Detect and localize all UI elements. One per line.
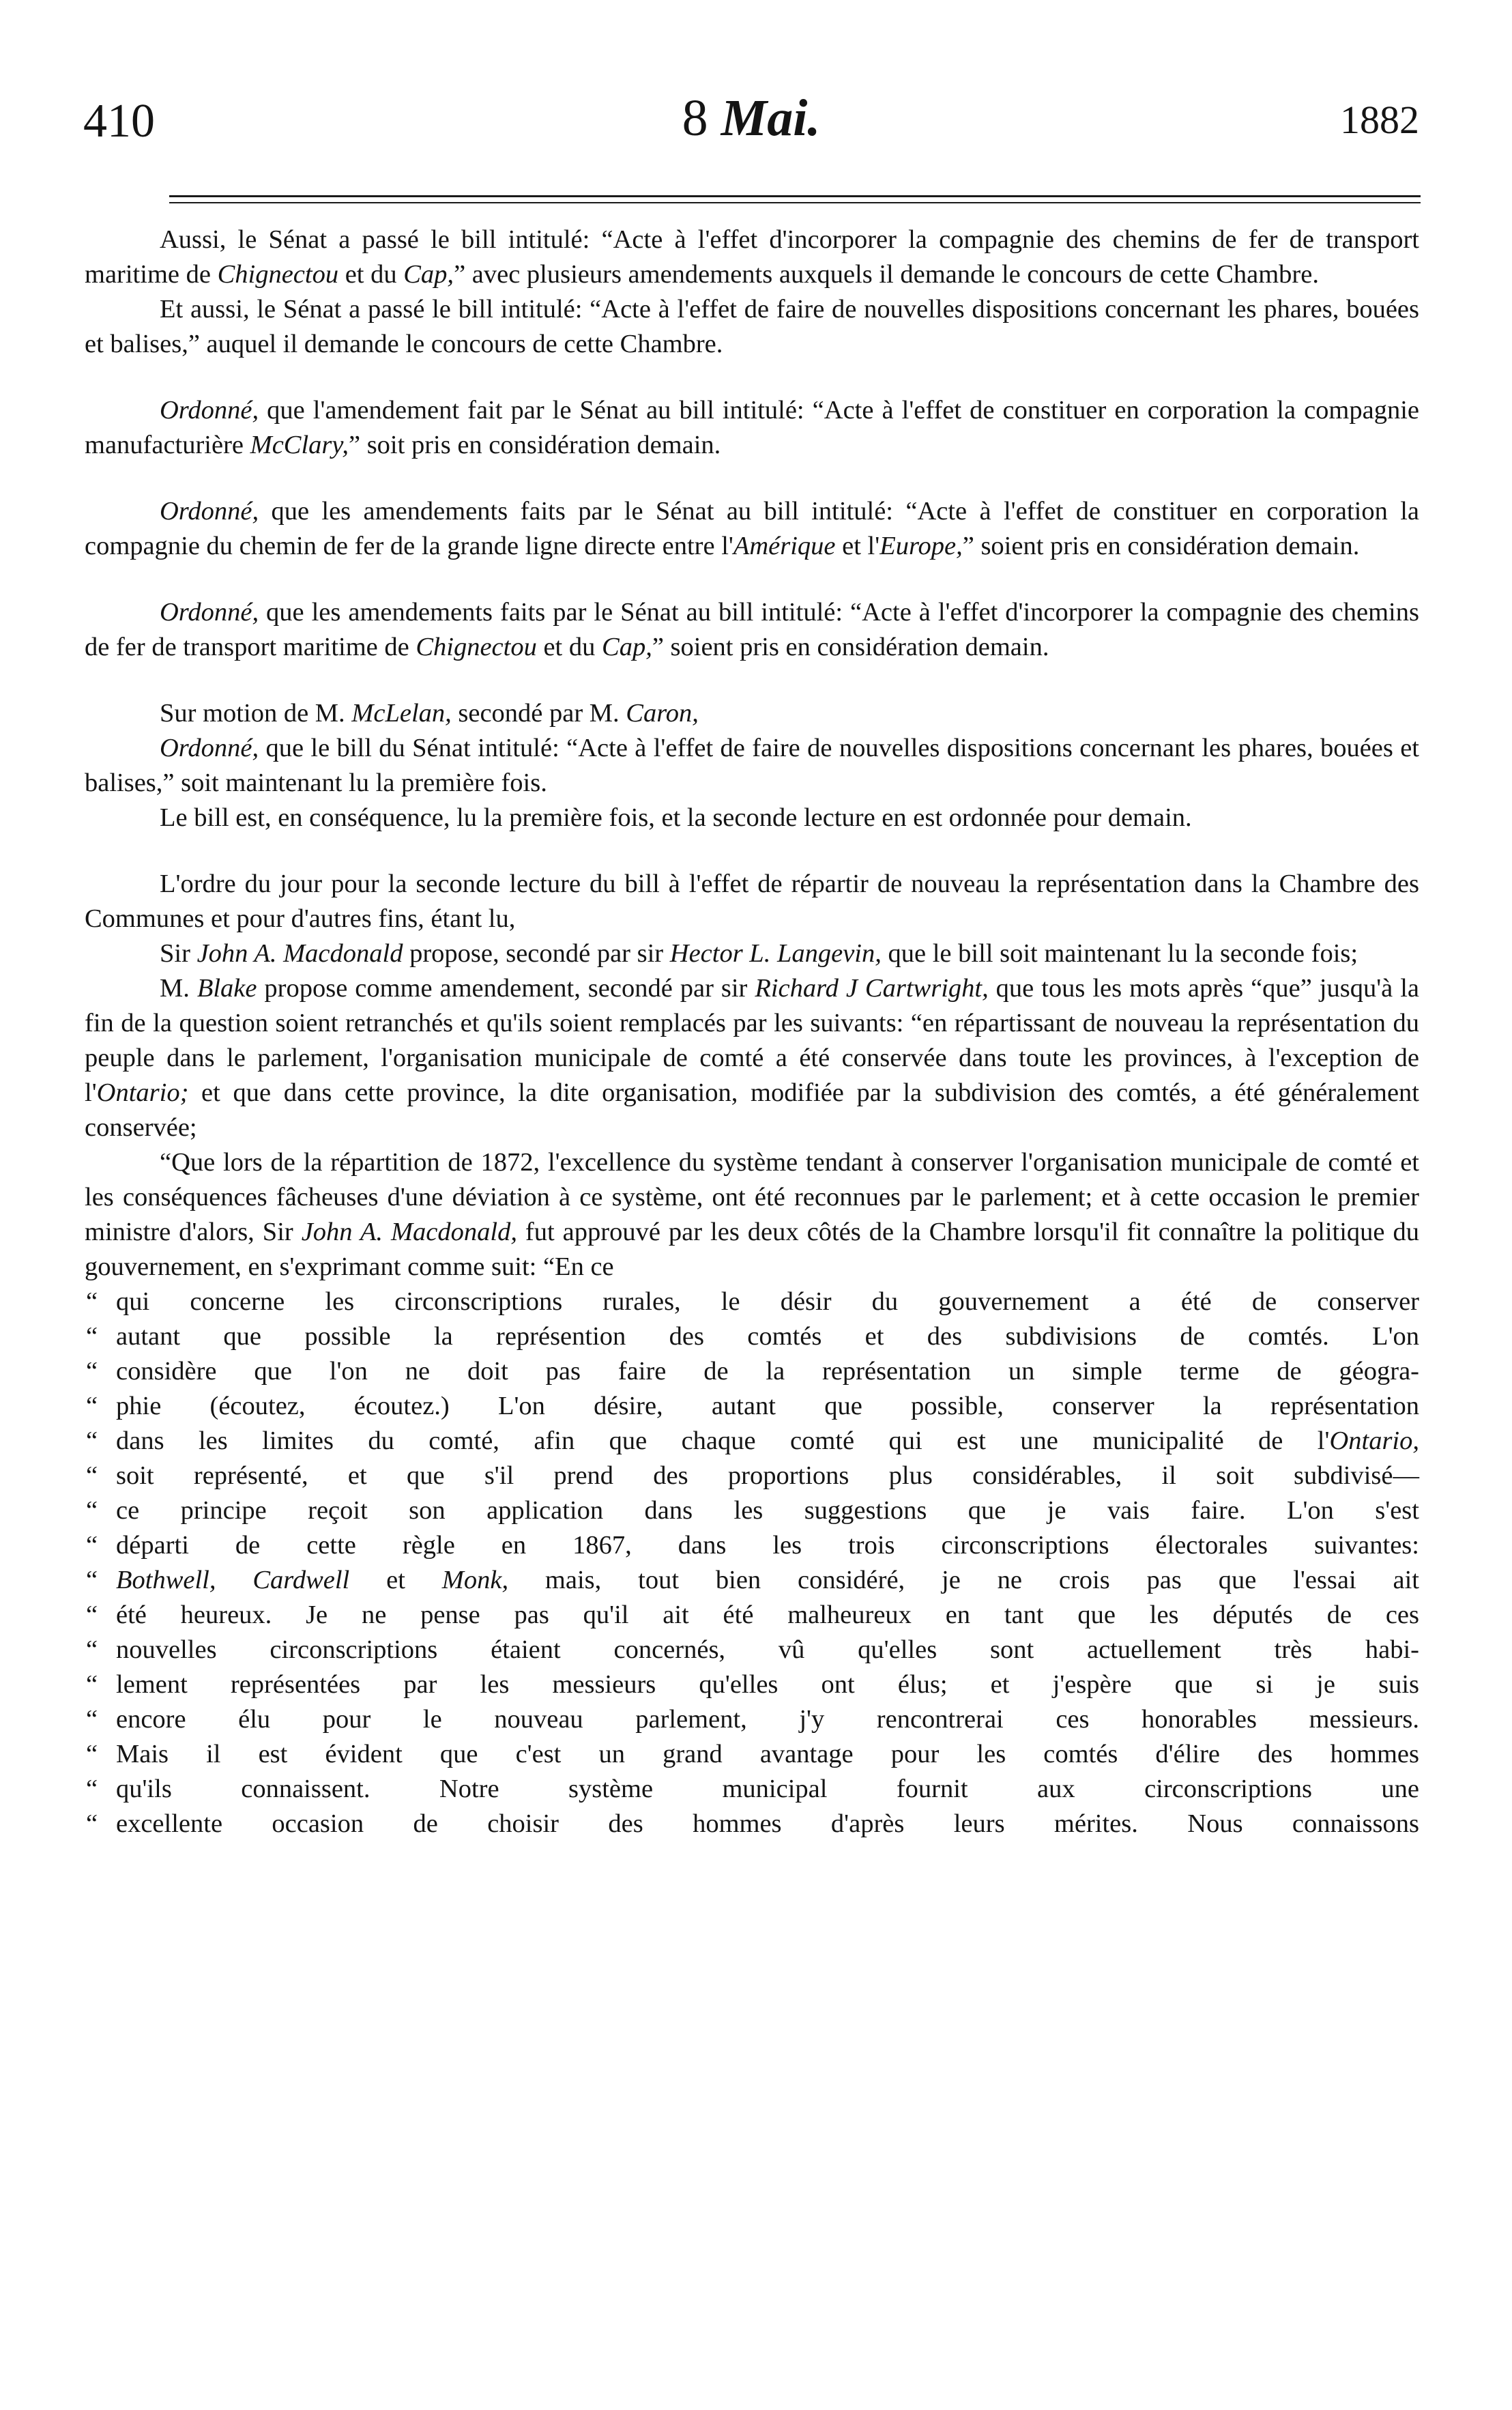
text-run: que le bill du Sénat intitulé: “Acte à l'effet de faire de nouvelles dispositions concernant les phares, bouées et balises,” soit maintenant lu la première fois. bbox=[85, 734, 1419, 797]
text-run: nouvelles circonscriptions étaient concernés, vû qu'elles sont actuellement très habi- bbox=[116, 1635, 1419, 1664]
date-day: 8 bbox=[682, 89, 708, 147]
quote-line bbox=[85, 1772, 1419, 1807]
text-run: qu'ils connaissent. Notre système municipal fournit aux circonscriptions une bbox=[116, 1775, 1419, 1803]
quote-line bbox=[85, 1667, 1419, 1702]
quote-line bbox=[85, 1807, 1419, 1841]
quote-mark: “ bbox=[86, 1531, 98, 1560]
quote-line bbox=[85, 1493, 1419, 1528]
quote-line bbox=[85, 1598, 1419, 1633]
paragraph bbox=[85, 801, 1419, 835]
quote-mark: “ bbox=[86, 1670, 98, 1699]
text-run: “Que lors de la répartition de 1872, l'excellence du système tendant à conserver l'organisation municipale de comté et les conséquences fâcheuses d'une déviation à ce système, ont été reconnues par le parlement; et à cette occasion le premier ministre d'alors, Sir bbox=[85, 1148, 1419, 1246]
text-run: encore élu pour le nouveau parlement, j'y rencontrerai ces honorables messieurs. bbox=[116, 1705, 1419, 1734]
quoted-speech bbox=[85, 1285, 1419, 1841]
text-run: été heureux. Je ne pense pas qu'il ait été malheureux en tant que les députés de ces bbox=[116, 1601, 1419, 1629]
text-run: que les amendements faits par le Sénat au bill intitulé: “Acte à l'effet de constituer en corporation la compagnie du chemin de fer de la grande ligne directe entre l' bbox=[85, 497, 1419, 560]
text-run: Europe, bbox=[879, 532, 963, 560]
quote-mark: “ bbox=[86, 1461, 98, 1490]
text-run: Blake bbox=[197, 974, 257, 1003]
paragraph bbox=[85, 292, 1419, 362]
paragraph bbox=[85, 393, 1419, 463]
text-run: M. bbox=[160, 974, 197, 1003]
text-run: mais, tout bien considéré, je ne crois pas que l'essai ait bbox=[508, 1566, 1419, 1594]
paragraph bbox=[85, 696, 1419, 731]
quote-line bbox=[85, 1389, 1419, 1424]
text-run: excellente occasion de choisir des hommes d'après leurs mérites. Nous connaissons bbox=[116, 1809, 1419, 1838]
text-run: McLelan, bbox=[351, 699, 452, 728]
text-run: dans les limites du comté, afin que chaque comté qui est une municipalité de l' bbox=[116, 1426, 1330, 1455]
text-run: Bothwell, Cardwell bbox=[116, 1566, 350, 1594]
text-run: Monk, bbox=[441, 1566, 509, 1594]
quote-mark: “ bbox=[86, 1496, 98, 1525]
text-run: Ontario, bbox=[1329, 1426, 1419, 1455]
quote-line bbox=[85, 1737, 1419, 1772]
header-rule bbox=[169, 195, 1421, 203]
quote-mark: “ bbox=[86, 1740, 98, 1768]
text-run: secondé par M. bbox=[451, 699, 626, 728]
paragraph bbox=[85, 867, 1419, 936]
quote-line bbox=[85, 1702, 1419, 1737]
text-run: Richard J Cartwright, bbox=[755, 974, 989, 1003]
text-run: que le bill soit maintenant lu la seconde fois; bbox=[881, 939, 1358, 968]
quote-mark: “ bbox=[86, 1705, 98, 1734]
text-run: ce principe reçoit son application dans les suggestions que je vais faire. L'on s'est bbox=[116, 1496, 1419, 1525]
text-run: fut approuvé par les deux côtés de la Chambre lorsqu'il fit connaître la politique du gouvernement, en s'exprimant comme suit: “En ce bbox=[85, 1218, 1420, 1281]
text-run: ” soit pris en considération demain. bbox=[348, 431, 721, 459]
text-run: Ordonné, bbox=[160, 598, 259, 627]
text-run: John A. Macdonald bbox=[197, 939, 403, 968]
page-number: 410 bbox=[83, 95, 155, 147]
paragraph bbox=[85, 494, 1419, 564]
quote-line bbox=[85, 1319, 1419, 1354]
quote-mark: “ bbox=[86, 1566, 98, 1594]
text-run: phie (écoutez, écoutez.) L'on désire, autant que possible, conserver la représentation bbox=[116, 1392, 1419, 1420]
quote-mark: “ bbox=[86, 1601, 98, 1629]
text-run: considère que l'on ne doit pas faire de la représentation un simple terme de géogra- bbox=[116, 1357, 1419, 1386]
body-text bbox=[85, 223, 1419, 1841]
text-run: McClary, bbox=[250, 431, 349, 459]
running-head-date bbox=[83, 89, 1419, 148]
text-run: Cap, bbox=[403, 260, 454, 289]
page-header bbox=[83, 89, 1419, 150]
year: 1882 bbox=[1340, 98, 1419, 142]
quote-mark: “ bbox=[86, 1426, 98, 1455]
text-run: propose, secondé par sir bbox=[403, 939, 670, 968]
text-run: départi de cette règle en 1867, dans les trois circonscriptions électorales suivantes: bbox=[116, 1531, 1419, 1560]
text-run: Sir bbox=[160, 939, 197, 968]
quote-mark: “ bbox=[86, 1635, 98, 1664]
text-run: et du bbox=[338, 260, 404, 289]
quote-mark: “ bbox=[86, 1287, 98, 1316]
text-run: John A. Macdonald, bbox=[301, 1218, 517, 1246]
text-run: Et aussi, le Sénat a passé le bill intitulé: “Acte à l'effet de faire de nouvelles dispositions concernant les phares, bouées et balises,” auquel il demande le concours de cette Chambre. bbox=[85, 295, 1419, 358]
quote-mark: “ bbox=[86, 1809, 98, 1838]
text-run: Chignectou bbox=[217, 260, 339, 289]
text-run: soit représenté, et que s'il prend des proportions plus considérables, il soit subdivisé— bbox=[116, 1461, 1419, 1490]
text-run: Aussi, le Sénat a passé le bill intitulé: “Acte à l'effet d'incorporer la compagnie des chemins de fer de transport maritime de bbox=[85, 225, 1419, 289]
quote-mark: “ bbox=[86, 1392, 98, 1420]
quote-line bbox=[85, 1424, 1419, 1459]
quote-mark: “ bbox=[86, 1775, 98, 1803]
text-run: L'ordre du jour pour la seconde lecture du bill à l'effet de répartir de nouveau la représentation dans la Chambre des Communes et pour d'autres fins, étant lu, bbox=[85, 870, 1419, 933]
text-run: Amérique bbox=[733, 532, 836, 560]
date-month: Mai. bbox=[721, 89, 821, 147]
text-run: Ordonné, bbox=[160, 497, 259, 526]
quote-line bbox=[85, 1563, 1419, 1598]
text-run: Cap, bbox=[602, 633, 652, 661]
text-run: que les amendements faits par le Sénat au bill intitulé: “Acte à l'effet d'incorporer la compagnie des chemins de fer de transport maritime de bbox=[85, 598, 1419, 661]
text-run: et que dans cette province, la dite organisation, modifiée par la subdivision des comtés, a été généralement conservée; bbox=[85, 1078, 1419, 1142]
text-run: Mais il est évident que c'est un grand avantage pour les comtés d'élire des hommes bbox=[116, 1740, 1419, 1768]
quote-line bbox=[85, 1354, 1419, 1389]
text-run: autant que possible la représention des comtés et des subdivisions de comtés. L'on bbox=[116, 1322, 1419, 1351]
text-run: ” soient pris en considération demain. bbox=[962, 532, 1360, 560]
paragraph bbox=[85, 1145, 1419, 1285]
text-run: qui concerne les circonscriptions rurales, le désir du gouvernement a été de conserver bbox=[116, 1287, 1419, 1316]
quote-line bbox=[85, 1285, 1419, 1319]
quote-line bbox=[85, 1459, 1419, 1493]
paragraph bbox=[85, 223, 1419, 292]
text-run: et l' bbox=[835, 532, 880, 560]
text-run: que l'amendement fait par le Sénat au bill intitulé: “Acte à l'effet de constituer en corporation la compagnie manufacturière bbox=[85, 396, 1419, 459]
text-run: Sur motion de M. bbox=[160, 699, 352, 728]
text-run: Chignectou bbox=[416, 633, 537, 661]
text-run: Ordonné, bbox=[160, 734, 259, 762]
quote-line bbox=[85, 1528, 1419, 1563]
quote-mark: “ bbox=[86, 1322, 98, 1351]
quote-mark: “ bbox=[86, 1357, 98, 1386]
text-run: propose comme amendement, secondé par sir bbox=[257, 974, 755, 1003]
paragraph bbox=[85, 731, 1419, 801]
paragraph bbox=[85, 971, 1419, 1145]
quote-line bbox=[85, 1633, 1419, 1667]
text-run: que tous les mots après “que” jusqu'à la fin de la question soient retranchés et qu'ils soient remplacés par les suivants: “en répartissant de nouveau la représentation du peuple dans le parlement, l'organisation municipale de comté a été conservée dans toute les provinces, à l'exception de l' bbox=[85, 974, 1419, 1107]
text-run: Caron, bbox=[626, 699, 699, 728]
text-run: Ontario; bbox=[96, 1078, 189, 1107]
paragraph bbox=[85, 595, 1419, 665]
text-run: ” avec plusieurs amendements auxquels il demande le concours de cette Chambre. bbox=[454, 260, 1319, 289]
text-run: et bbox=[349, 1566, 442, 1594]
text-run: Ordonné, bbox=[160, 396, 259, 425]
text-run: ” soient pris en considération demain. bbox=[652, 633, 1049, 661]
paragraph bbox=[85, 936, 1419, 971]
text-run: Hector L. Langevin, bbox=[669, 939, 882, 968]
text-run: lement représentées par les messieurs qu'elles ont élus; et j'espère que si je suis bbox=[116, 1670, 1419, 1699]
text-run: et du bbox=[536, 633, 602, 661]
text-run: Le bill est, en conséquence, lu la première fois, et la seconde lecture en est ordonnée pour demain. bbox=[160, 803, 1192, 832]
